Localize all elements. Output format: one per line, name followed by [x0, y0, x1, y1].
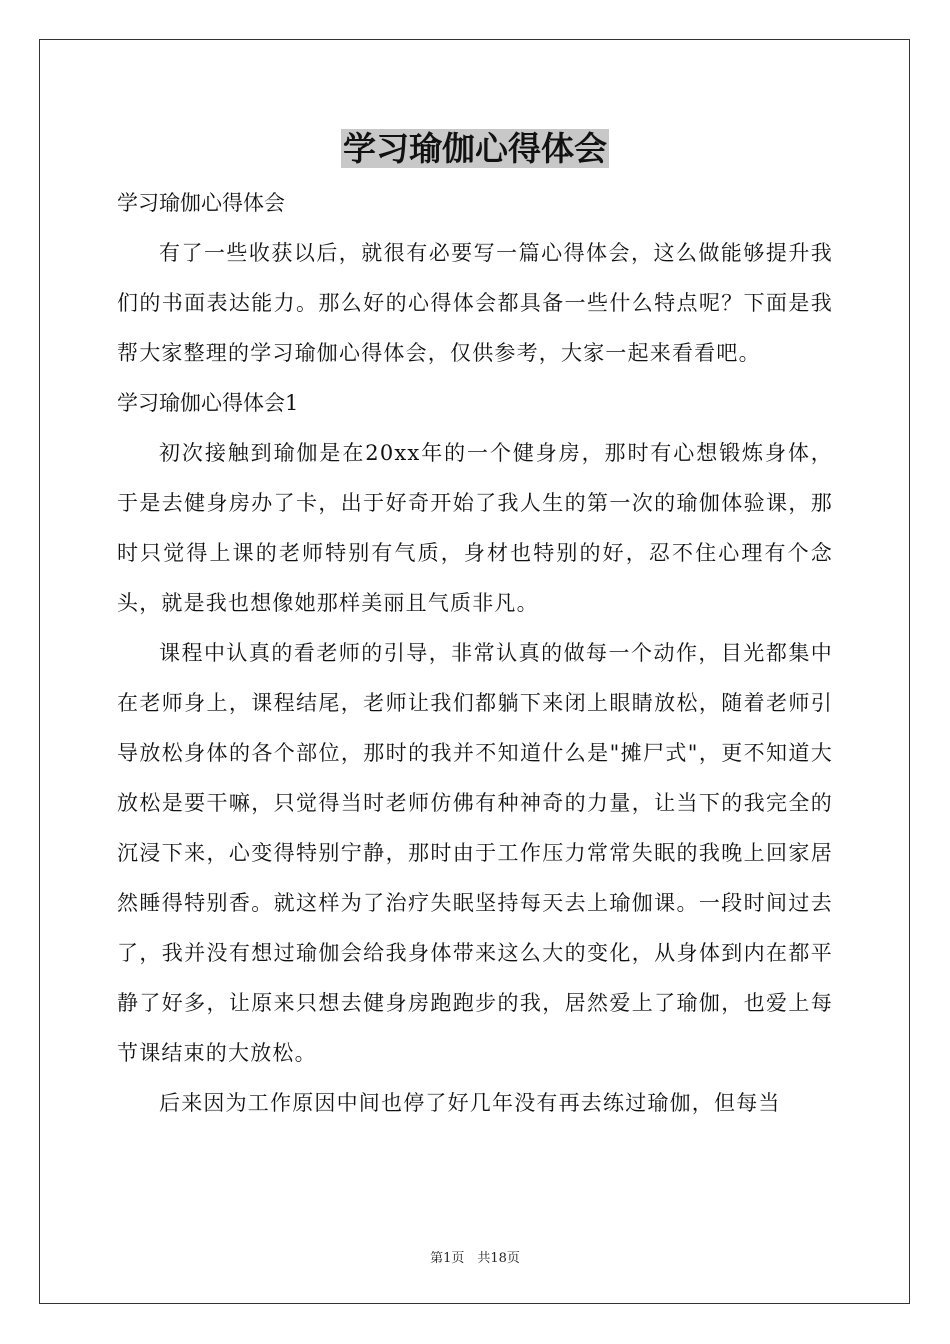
body-paragraph-3: 后来因为工作原因中间也停了好几年没有再去练过瑜伽，但每当	[159, 1091, 781, 1115]
body-paragraph-2: 课程中认真的看老师的引导，非常认真的做每一个动作，目光都集中在老师身上，课程结尾，老师让我们都躺下来闭上眼睛放松，随着老师引导放松身体的各个部位，那时的我并不知道什么是"摊尸式"，更不知道大放松是要干嘛，只觉得当时老师仿佛有种神奇的力量，让当下的我完全的沉浸下来，心变得特别宁静，那时由于工作压力常常失眠的我晚上回家居然睡得特别香。就这样为了治疗失眠坚持每天去上瑜伽课。一段时间过去了，我并没有想过瑜伽会给我身体带来这么大的变化，从身体到内在都平静了好多，让原来只想去健身房跑跑步的我，居然爱上了瑜伽，也爱上每节课结束的大放松。	[117, 641, 833, 1065]
document-title	[117, 126, 833, 172]
document-subtitle: 学习瑜伽心得体会	[117, 191, 285, 215]
intro-paragraph: 有了一些收获以后，就很有必要写一篇心得体会，这么做能够提升我们的书面表达能力。那么好的心得体会都具备一些什么特点呢？下面是我帮大家整理的学习瑜伽心得体会，仅供参考，大家一起来看看吧。	[117, 241, 833, 365]
page-footer	[0, 1247, 950, 1266]
page-number: 第1页 共18页	[430, 1251, 520, 1266]
section-heading: 学习瑜伽心得体会1	[117, 391, 299, 415]
document-body	[117, 126, 833, 1128]
body-paragraph-1: 初次接触到瑜伽是在20xx年的一个健身房，那时有心想锻炼身体，于是去健身房办了卡，出于好奇开始了我人生的第一次的瑜伽体验课，那时只觉得上课的老师特别有气质，身材也特别的好，忍不住心理有个念头，就是我也想像她那样美丽且气质非凡。	[117, 441, 833, 615]
document-title-text: 学习瑜伽心得体会	[343, 129, 607, 168]
